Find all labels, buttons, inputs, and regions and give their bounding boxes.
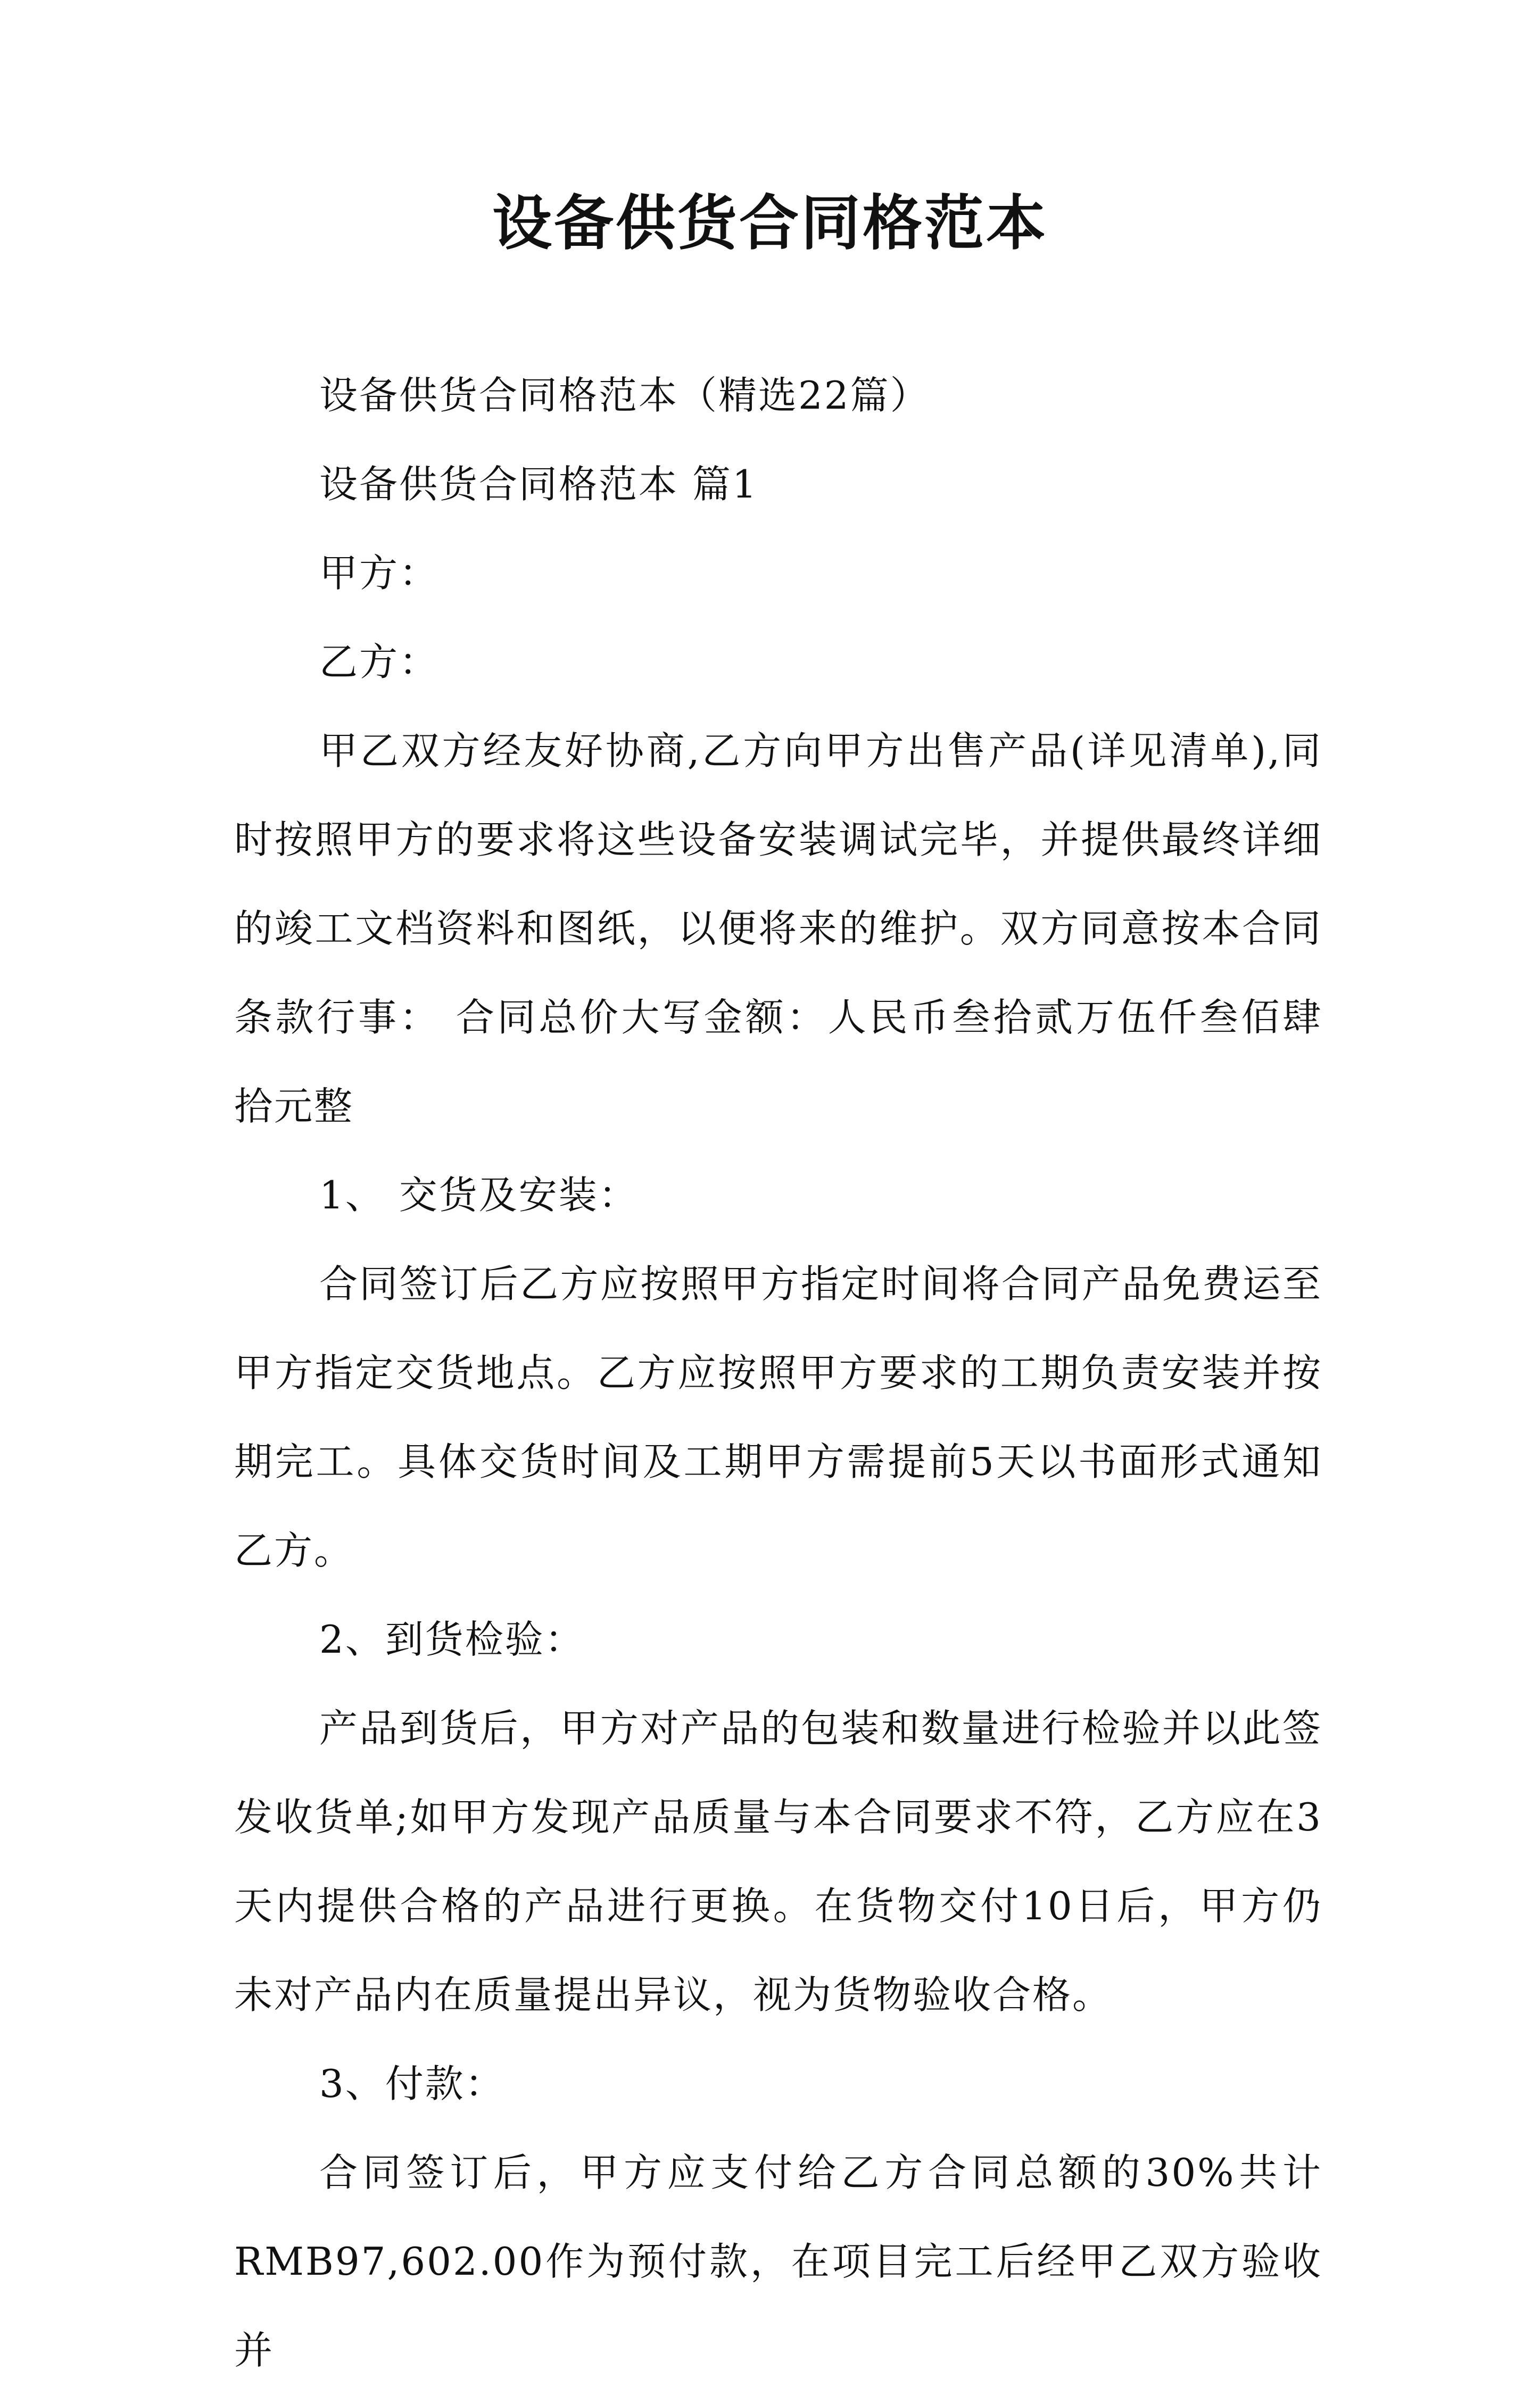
paragraph-agreement: 甲乙双方经友好协商,乙方向甲方出售产品(详见清单),同时按照甲方的要求将这些设备安装调试完毕，并提供最终详细的竣工文档资料和图纸，以便将来的维护。双方同意按本合同条款行事： 合同总价大写金额：人民币叁拾贰万伍仟叁佰肆拾元整 (234, 728, 1322, 1129)
paragraph-subtitle: 设备供货合同格范本（精选22篇） (319, 373, 930, 418)
document-title: 设备供货合同格范本 (492, 188, 1048, 258)
paragraph-party-b: 乙方： (319, 640, 440, 684)
paragraph-section-heading: 设备供货合同格范本 篇1 (319, 462, 758, 507)
paragraph-clause-3-heading: 3、付款： (319, 2061, 505, 2106)
paragraph-clause-1-heading: 1、 交货及安装： (319, 1173, 639, 1217)
paragraph-clause-3-body: 合同签订后，甲方应支付给乙方合同总额的30%共计RMB97,602.00作为预付款，在项目完工后经甲乙双方验收并 (234, 2150, 1322, 2373)
paragraph-party-a: 甲方： (319, 551, 440, 595)
paragraph-clause-2-heading: 2、到货检验： (319, 1617, 585, 1662)
document-body (234, 351, 1322, 2395)
paragraph-clause-2-body: 产品到货后，甲方对产品的包装和数量进行检验并以此签发收货单;如甲方发现产品质量与本合同要求不符，乙方应在3天内提供合格的产品进行更换。在货物交付10日后，甲方仍未对产品内在质量提出异议，视为货物验收合格。 (234, 1706, 1322, 2017)
paragraph-clause-1-body: 合同签订后乙方应按照甲方指定时间将合同产品免费运至甲方指定交货地点。乙方应按照甲方要求的工期负责安装并按期完工。具体交货时间及工期甲方需提前5天以书面形式通知乙方。 (234, 1262, 1322, 1573)
